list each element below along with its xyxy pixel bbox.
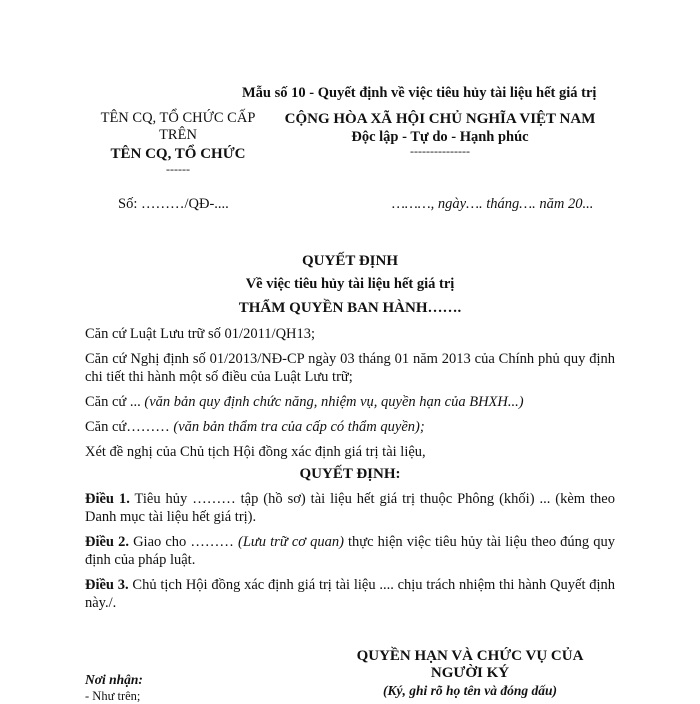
recipients-item: - Như trên; <box>85 689 141 703</box>
form-number: Mẫu số 10 - Quyết định về việc tiêu hủy tài liệu hết giá trị <box>242 85 597 101</box>
decision-heading: QUYẾT ĐỊNH: <box>299 466 401 482</box>
article-1 <box>85 490 615 526</box>
legal-ground-4 <box>85 418 615 436</box>
article-2-label: Điều 2. <box>85 534 129 550</box>
legal-ground-3-prefix: Căn cứ ... <box>85 394 145 410</box>
issuer-divider: ------ <box>166 162 190 176</box>
article-3-label: Điều 3. <box>85 577 129 593</box>
recipients-title: Nơi nhận: <box>85 672 143 687</box>
proposal-ground: Xét đề nghị của Chủ tịch Hội đồng xác định giá trị tài liệu, <box>85 444 426 460</box>
article-3 <box>85 576 615 612</box>
legal-ground-1: Căn cứ Luật Lưu trữ số 01/2011/QH13; <box>85 326 316 342</box>
document-date: ………, ngày…. tháng…. năm 20... <box>392 196 594 212</box>
organization-name: TÊN CQ, TỔ CHỨC <box>110 146 246 162</box>
document-subject: Về việc tiêu hủy tài liệu hết giá trị <box>245 276 455 292</box>
article-2-text-cont: thực hiện việc tiêu hủy tài liệu theo đúng quy định của pháp luật. <box>85 534 616 568</box>
legal-ground-4-prefix: Căn cứ……… <box>85 419 174 435</box>
article-2 <box>85 533 615 569</box>
signature-note: (Ký, ghi rõ họ tên và đóng dấu) <box>382 683 558 698</box>
issuing-authority: THẨM QUYỀN BAN HÀNH……. <box>238 300 462 316</box>
legal-ground-3-note: (văn bản quy định chức năng, nhiệm vụ, quyền hạn của BHXH...) <box>144 394 524 410</box>
national-header <box>270 110 610 156</box>
motto-divider: --------------- <box>410 144 470 158</box>
article-2-text: Giao cho ……… <box>128 534 238 550</box>
article-1-label: Điều 1. <box>85 491 130 507</box>
legal-ground-4-note: (văn bản thẩm tra của cấp có thẩm quyền); <box>173 419 425 435</box>
national-motto: Độc lập - Tự do - Hạnh phúc <box>351 129 529 145</box>
document-title: QUYẾT ĐỊNH <box>302 253 398 269</box>
article-1-text: Tiêu hủy ……… tập (hồ sơ) tài liệu hết giá trị thuộc Phông (khối) ... (kèm theo Danh mục tài liệu hết giá trị). <box>85 491 615 525</box>
article-3-text: Chủ tịch Hội đồng xác định giá trị tài liệu .... chịu trách nhiệm thi hành Quyết định này./. <box>85 577 616 611</box>
document-number: Số: ………/QĐ-.... <box>118 196 229 212</box>
national-title: CỘNG HÒA XÃ HỘI CHỦ NGHĨA VIỆT NAM <box>284 111 596 127</box>
issuer-header <box>88 110 268 175</box>
article-2-note: (Lưu trữ cơ quan) <box>238 534 344 550</box>
parent-organization: TÊN CQ, TỔ CHỨC CẤP TRÊN <box>100 110 256 143</box>
signer-title: QUYỀN HẠN VÀ CHỨC VỤ CỦA NGƯỜI KÝ <box>356 648 584 681</box>
legal-ground-3 <box>85 393 615 411</box>
legal-ground-2: Căn cứ Nghị định số 01/2013/NĐ-CP ngày 03 tháng 01 năm 2013 của Chính phủ quy định chi tiết thi hành một số điều của Luật Lưu trữ; <box>85 351 615 385</box>
